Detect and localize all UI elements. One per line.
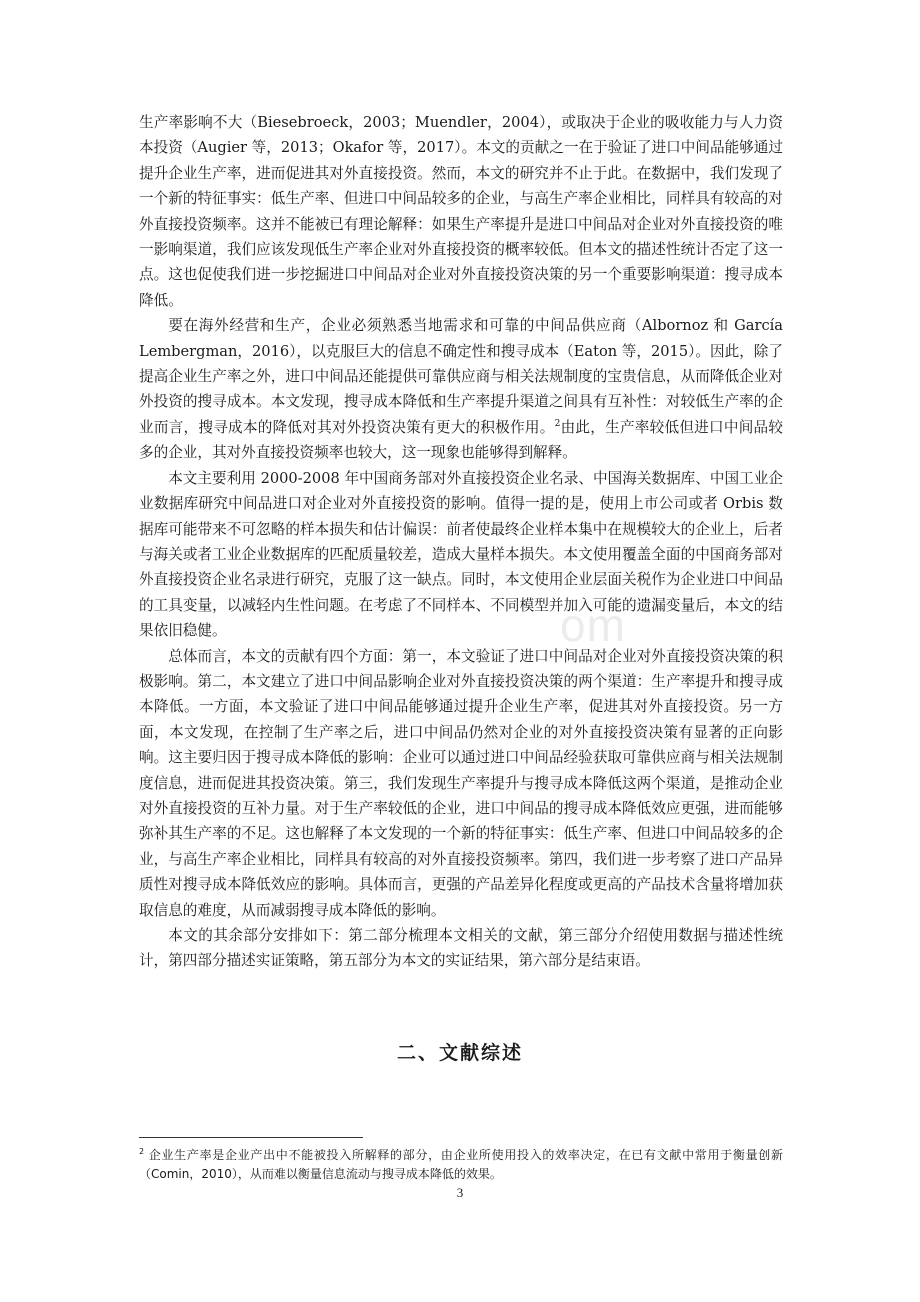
- paragraph-2-text-a: 要在海外经营和生产，企业必须熟悉当地需求和可靠的中间品供应商（Albornoz 和 García Lembergman，2016），以克服巨大的信息不确定性和搜寻成本（Eaton 等，2015）。因此，除了提高企业生产率之外，进口中间品还能提供可靠供应商与相关法规制度的宝贵信息，从而降低企业对外投资的搜寻成本。本文发现，搜寻成本降低和生产率提升渠道之间具有互补性：对较低生产率的企业而言，搜寻成本的降低对其对外投资决策有更大的积极作用。: [139, 317, 783, 436]
- paragraph-2-text-b: 由此，生产率较低但进口中间品较多的企业，其对外直接投资频率也较大，这一现象也能够得到解释。: [139, 418, 783, 462]
- paragraph-5: 本文的其余部分安排如下：第二部分梳理本文相关的文献，第三部分介绍使用数据与描述性统计，第四部分描述实证策略，第五部分为本文的实证结果，第六部分是结束语。: [139, 927, 783, 970]
- footnote-mark: 2: [139, 1147, 145, 1156]
- paragraph-4: 总体而言，本文的贡献有四个方面：第一，本文验证了进口中间品对企业对外直接投资决策的积极影响。第二，本文建立了进口中间品影响企业对外直接投资决策的两个渠道：生产率提升和搜寻成本降低。一方面，本文验证了进口中间品能够通过提升企业生产率，促进其对外直接投资。另一方面，本文发现，在控制了生产率之后，进口中间品仍然对企业的对外直接投资决策有显著的正向影响。这主要归因于搜寻成本降低的影响：企业可以通过进口中间品经验获取可靠供应商与相关法规制度信息，进而促进其投资决策。第三，我们发现生产率提升与搜寻成本降低这两个渠道，是推动企业对外直接投资的互补力量。对于生产率较低的企业，进口中间品的搜寻成本降低效应更强，进而能够弥补其生产率的不足。这也解释了本文发现的一个新的特征事实：低生产率、但进口中间品较多的企业，与高生产率企业相比，同样具有较高的对外直接投资频率。第四，我们进一步考察了进口产品异质性对搜寻成本降低效应的影响。具体而言，更强的产品差异化程度或更高的产品技术含量将增加获取信息的难度，从而减弱搜寻成本降低的影响。: [139, 647, 783, 919]
- page-number: 3: [456, 1185, 464, 1200]
- watermark: om: [560, 599, 626, 651]
- footnote: [139, 1146, 783, 1184]
- paragraph-1: 生产率影响不大（Biesebroeck，2003；Muendler，2004），或取决于企业的吸收能力与人力资本投资（Augier 等，2013；Okafor 等，2017）。本文的贡献之一在于验证了进口中间品能够通过提升企业生产率，进而促进其对外直接投资。然而，本文的研究并不止于此。在数据中，我们发现了一个新的特征事实：低生产率、但进口中间品较多的企业，与高生产率企业相比，同样具有较高的对外直接投资频率。这并不能被已有理论解释：如果生产率提升是进口中间品对企业对外直接投资的唯一影响渠道，我们应该发现低生产率企业对外直接投资的概率较低。但本文的描述性统计否定了这一点。这也促使我们进一步挖掘进口中间品对企业对外直接投资决策的另一个重要影响渠道：搜寻成本降低。: [139, 114, 783, 309]
- section-heading: 二、文献综述: [396, 1042, 523, 1064]
- paragraph-3: 本文主要利用 2000-2008 年中国商务部对外直接投资企业名录、中国海关数据库、中国工业企业数据库研究中间品进口对企业对外直接投资的影响。值得一提的是，使用上市公司或者 Orbis 数据库可能带来不可忽略的样本损失和估计偏误：前者使最终企业样本集中在规模较大的企业上，后者与海关或者工业企业数据库的匹配质量较差，造成大量样本损失。本文使用覆盖全面的中国商务部对外直接投资企业名录进行研究，克服了这一缺点。同时，本文使用企业层面关税作为企业进口中间品的工具变量，以减轻内生性问题。在考虑了不同样本、不同模型并加入可能的遗漏变量后，本文的结果依旧稳健。: [139, 469, 783, 640]
- footnote-divider: [139, 1137, 363, 1138]
- paragraph-2: [139, 313, 783, 465]
- footnote-reference[interactable]: 2: [554, 419, 561, 430]
- footnote-text: 企业生产率是企业产出中不能被投入所解释的部分，由企业所使用投入的效率决定，在已有文献中常用于衡量创新（Comin，2010），从而难以衡量信息流动与搜寻成本降低的效果。: [139, 1148, 783, 1181]
- body-text: [139, 110, 783, 974]
